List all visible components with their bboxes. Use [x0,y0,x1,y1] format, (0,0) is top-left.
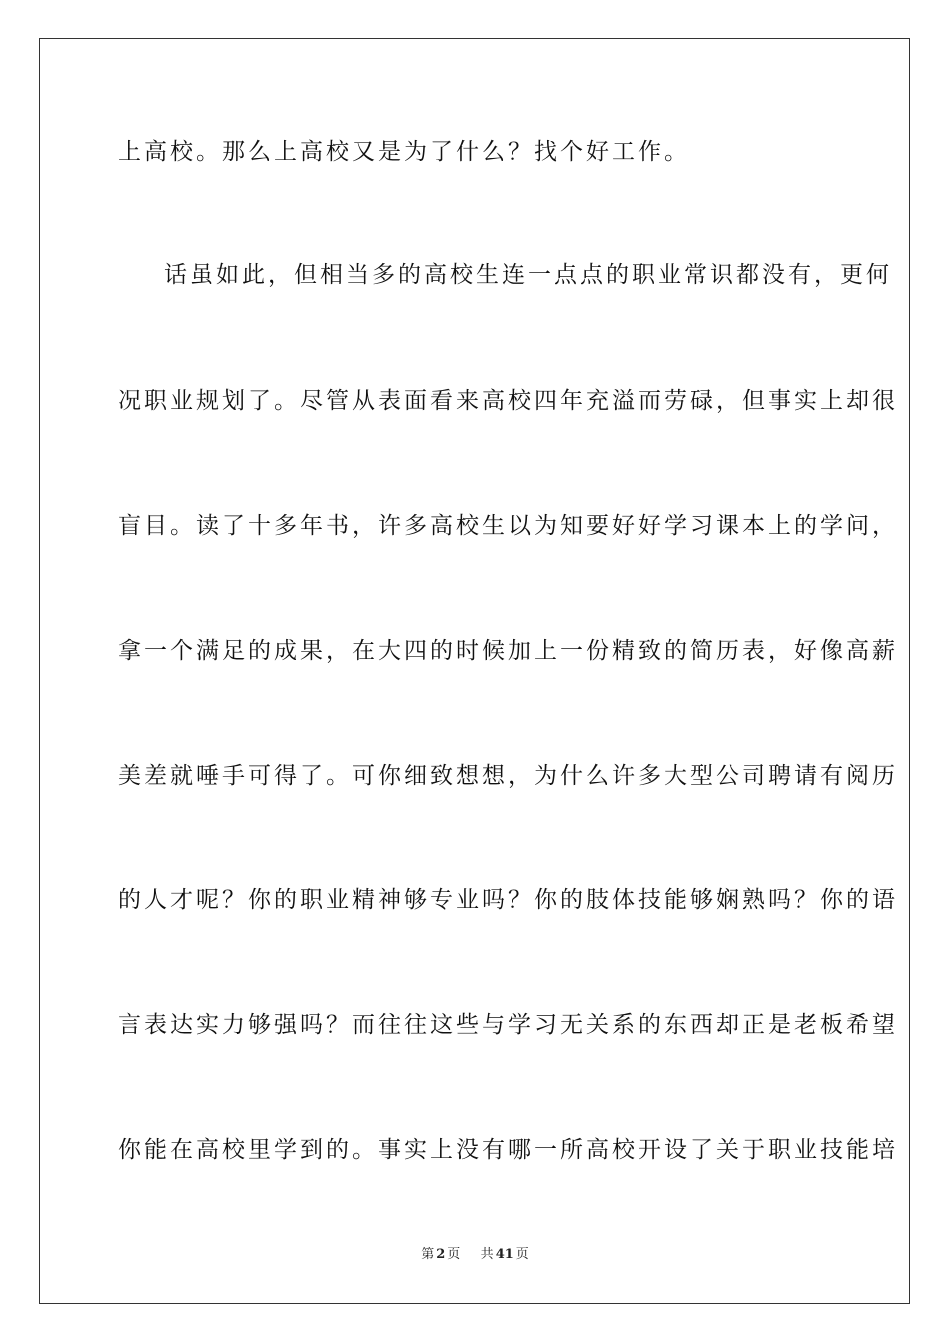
page-indicator [419,1247,462,1262]
text-line: 你能在高校里学到的。事实上没有哪一所高校开设了关于职业技能培 [118,1137,898,1163]
text-line: 的人才呢？你的职业精神够专业吗？你的肢体技能够娴熟吗？你的语 [118,887,898,913]
page-footer [0,1246,950,1264]
text-line: 盲目。读了十多年书，许多高校生以为知要好好学习课本上的学问， [118,513,898,539]
page-prefix: 第 [421,1247,435,1262]
page-number: 2 [436,1247,446,1262]
text-line: 拿一个满足的成果，在大四的时候加上一份精致的简历表，好像高薪 [118,638,898,664]
total-suffix: 页 [515,1247,529,1262]
text-line: 话虽如此，但相当多的高校生连一点点的职业常识都没有，更何 [164,262,892,288]
page-border [39,38,910,1304]
total-pages: 41 [495,1247,514,1262]
text-line: 美差就唾手可得了。可你细致想想，为什么许多大型公司聘请有阅历 [118,763,898,789]
text-line: 上高校。那么上高校又是为了什么？找个好工作。 [118,139,690,165]
page-suffix: 页 [447,1247,461,1262]
text-line: 况职业规划了。尽管从表面看来高校四年充溢而劳碌，但事实上却很 [118,388,898,414]
text-line: 言表达实力够强吗？而往往这些与学习无关系的东西却正是老板希望 [118,1012,898,1038]
total-prefix: 共 [480,1247,494,1262]
total-pages-indicator [479,1247,531,1262]
